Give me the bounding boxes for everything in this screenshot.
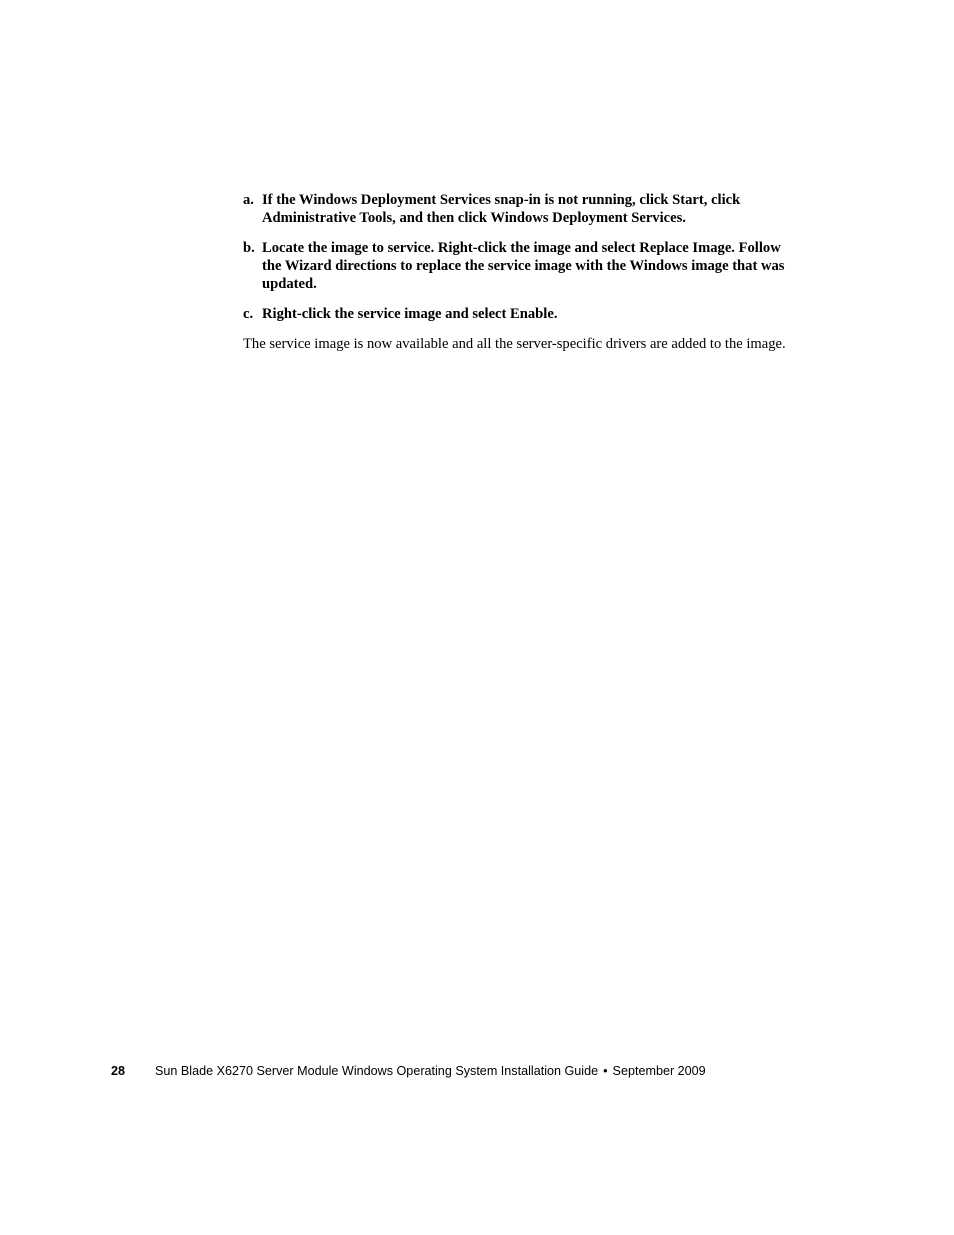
- document-date: September 2009: [612, 1064, 706, 1078]
- step-b: [243, 239, 799, 293]
- footer-separator: •: [603, 1064, 608, 1078]
- step-a-text: If the Windows Deployment Services snap-in is not running, click Start, click Administrative Tools, and then click Windows Deployment Services.: [262, 192, 741, 226]
- step-c-text: Right-click the service image and select Enable.: [262, 306, 558, 322]
- step-b-text: Locate the image to service. Right-click the image and select Replace Image. Follow the Wizard directions to replace the service image with the Windows image that was updated.: [262, 240, 785, 292]
- step-c: [243, 305, 799, 323]
- step-b-letter: b.: [243, 240, 255, 256]
- step-c-letter: c.: [243, 306, 254, 322]
- step-a: [243, 191, 799, 227]
- step-a-letter: a.: [243, 192, 254, 208]
- document-title: Sun Blade X6270 Server Module Windows Operating System Installation Guide: [155, 1064, 599, 1078]
- page-number: 28: [111, 1064, 126, 1078]
- page-footer: [111, 1063, 706, 1079]
- result-paragraph: The service image is now available and all the server-specific drivers are added to the image.: [243, 336, 786, 352]
- page-content: [243, 191, 799, 368]
